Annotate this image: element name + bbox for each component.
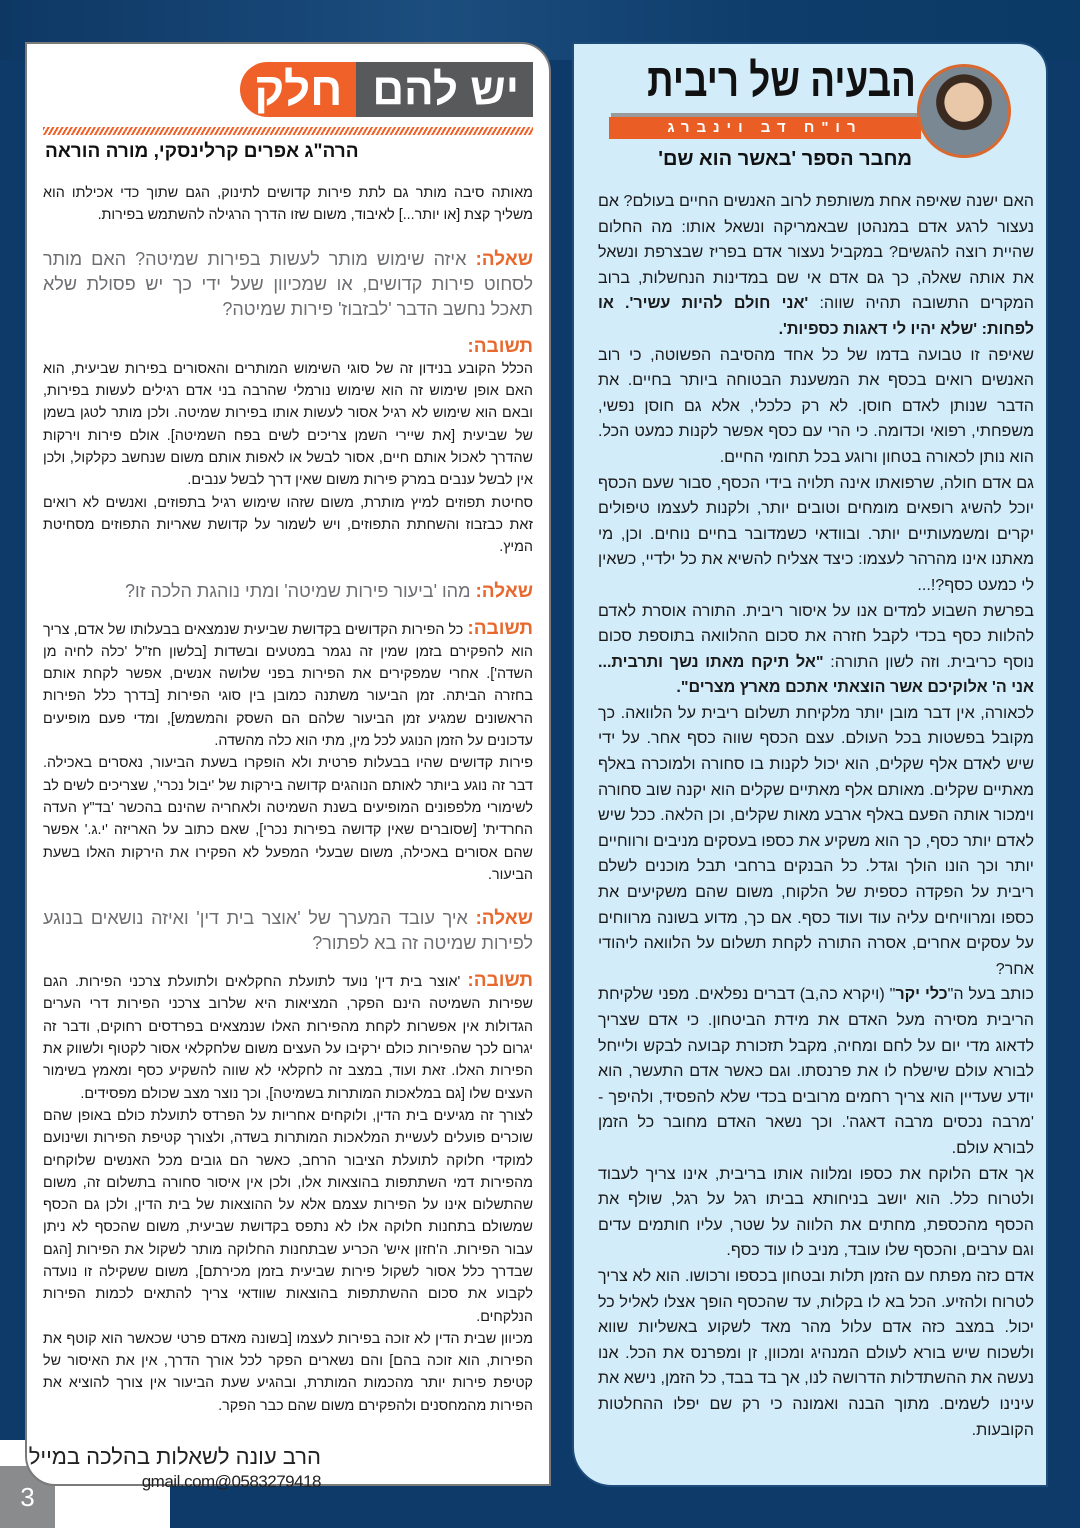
hatched-divider xyxy=(43,127,533,135)
question-1 xyxy=(43,247,533,322)
contact-email[interactable]: gmail.com@0583279418 xyxy=(141,1472,321,1492)
answer-label: תשובה: xyxy=(467,970,533,992)
logo-part-1: יש להם xyxy=(356,62,533,117)
answer-label: תשובה: xyxy=(467,335,533,357)
answer-1 xyxy=(43,336,533,559)
answer-paragraph: סחיטת תפוזים למיץ מותרת, משום שזהו שימוש רגיל בתפוזים, ואנשים לא רואים זאת כבזבוז והשחתת התפוזים, ויש לשמור על קדושת שאריות התפוזים מסחיטת המיץ. xyxy=(43,494,533,556)
answer-paragraph: 'אוצר בית דין' נועד לתועלת החקלאים ולתועלת צרכני הפירות. הגם שפירות השמיטה הינם הפקר, המציאות היא שלרוב צרכני הפירות דרי הערים הגדולות אין אפשרות לקחת מהפירות האלו שנמצאים בפרדסים רחוקים, ודבר זה יגרום לכך שהפירות כולם ירקיבו על העצים משום שלחקלאי אסור לקטוף ולשווק את הפירות האלו. זאת ועוד, במצב זה לחקלאי לא שווה להשקיע כסף ומאמץ בשימור העצים שלו [גם במלאכות המותרות בשמיטה], וכך נוצר מצב שכולם מפסידים. xyxy=(43,974,533,1102)
article-paragraph xyxy=(598,982,1034,1161)
article-paragraph: שאיפה זו טבועה בדמו של כל אחד מהסיבה הפשוטה, כי רוב האנשים רואים בכסף את המשענת הבטוחה ביותר בחיים. את הדבר שנותן לאדם חוסן. לא רק כלכלי, אלא גם חוסן נפשי, משפחתי, רפואי וכדומה. כי הרי עם כסף אפשר לקנות כמעט הכל. הוא נותן לכאורה בטחון ורוגע בכל תחומי החיים. xyxy=(598,345,1034,466)
source-bold: כלי יקר xyxy=(895,985,948,1004)
question-label: שאלה: xyxy=(475,908,533,930)
answer-paragraph: לצורך זה מגיעים בית הדין, ולוקחים אחריות על הפרדס לתועלת כולם באופן שהם שוכרים פועלים לעשיית המלאכות המותרות בשדה, ולצורך קטיפת הפירות ושינועם למוקדי חלוקה לתועלת הציבור הרחב, כאשר הם גובים מכל האנשים שלוקחים מהפירות דמי השתתפות בהוצאות אלו, ולכן אין איסור סחורה בתשלום זה, משום שהתשלום אינו על הפירות עצמם אלא על ההוצאות של בית הדין, ולכן גם הכסף שמשולם בתחנות חלוקה אלו לא נתפס בקדושת שביעית, משום שהכסף לא ניתן עבור הפירות. ה'חזון איש' הכריע שבתחנות החלוקה מותר לשקול את הפירות [הגם שבדרך כלל אסור לשקול פירות שביעית בזמן מכירתם], משום ששקילה זו נועדה לקבוע את סכום ההשתתפות בהוצאות שוודאי צריך להתאים לכמות הפירות הנלקחים. xyxy=(43,1107,533,1325)
author-subtitle: מחבר הספר 'באשר הוא שם' xyxy=(658,148,912,170)
answer-3 xyxy=(43,970,533,1417)
answer-paragraph: מכיוון שבית הדין לא זוכה בפירות לעצמו [בשונה מאדם פרטי שכאשר הוא קוטף את הפירות, הוא זוכה בהם] והם נשארים הפקר לכל אורך הדרך, אין את האיסור של קטיפת פירות יותר מהכמות המותרת, ובהגיע שעת הביעור אין צורך להוציא את הפירות מהמחסנים ולהפקירם משום שהם כבר הפקר. xyxy=(43,1330,533,1414)
contact-title: הרב עונה לשאלות בהלכה במייל xyxy=(28,1444,321,1470)
question-text: איזה שימוש מותר לעשות בפירות שמיטה? האם מותר לסחוט פירות קדושים, או שמכיוון שעל ידי כך יש פסולת שלא תאכל נחשב הדבר 'לבזבוז' פירות שמיטה? xyxy=(43,248,533,319)
halacha-qa-column xyxy=(25,42,551,1492)
paragraph-text: כותב בעל ה" xyxy=(947,985,1035,1004)
article-paragraph: גם אדם חולה, שרפואתו אינה תלויה בידי הכסף, סבור שעם הכסף יוכל להשיג רופאים מומחים וטובים יותר, ולקנות לעצמו טיפולים יקרים ומשמעותיים יותר. ובוודאי כשמדובר בחיים נוחים. וכן, מי מאתנו אינו מהרהר לעצמו: כיצד אצליח להשיא את כל ילדיי, כשאין לי כמעט כסף?!... xyxy=(598,473,1034,594)
qa-content xyxy=(28,182,533,1493)
question-3 xyxy=(43,906,533,956)
article-paragraph xyxy=(598,189,1034,343)
interest-article-column xyxy=(572,42,1048,1487)
article-paragraph xyxy=(598,599,1034,701)
quote-bold: "אל תיקח מאתו נשך ותרבית... אני ה' אלוקיכם אשר הוצאתי אתכם מארץ מצרים". xyxy=(598,652,1034,697)
author-photo xyxy=(917,64,1011,158)
column-logo xyxy=(240,62,533,117)
question-2 xyxy=(43,579,533,604)
answer-paragraph: כל הפירות הקדושים בקדושת שביעית שנמצאים בבעלותו של אדם, צריך הוא להפקירם בזמן שמין זה נגמר במטעים ובשדות [בלשון חז"ל 'כלה לחיה מן השדה']. אחרי שמפקירים את הפירות בפני שלושה אנשים, אפשר לקחת אותם בחזרה הביתה. זמן הביעור משתנה כמובן בין סוגי הפירות [בדרך כלל הפירות הראשונים שמגיע זמן הביעור שלהם הם השסק והמשמש], ומדי פעם מופיעים עדכונים על הזמן הנוגע לכל מין, מתי הוא כלה מהשדה. xyxy=(43,621,533,750)
logo-part-2: חלק xyxy=(240,62,356,117)
column-author: הרה"ג אפרים קרלינסקי, מורה הוראה xyxy=(45,141,359,162)
article-body xyxy=(598,189,1034,1443)
article-paragraph: לכאורה, אין דבר מובן יותר מלקיחת תשלום ריבית על הלוואה. כך מקובל בפשטות בכל העולם. עצם הכסף שווה כסף אחר. על ידי שיש לאדם אלף שקלים, הוא יכול לקנות בו סחורה ולמוכרה באלף מאתיים שקלים. מאותם אלף מאתיים שקלים הוא יקנה שוב סחורה וימכור אותה הפעם באלף ארבע מאות שקלים, וכן הלאה. ככל שיש לאדם יותר כסף, כך הוא משקיע את כספו בעסקים מניבים ורווחיים יותר וכך הונו הולך וגדל. כל הבנקים ברחבי תבל מוכנים לשלם ריבית על הפקדה כספית של הלקוח, משום שהם משקיעים את כספו ומרוויחים עליה עוד ועוד כסף. אם כך, מדוע בשונה מרווחים על עסקים אחרים, אסרה התורה לקחת תשלום על הלוואה ליהודי אחר? xyxy=(598,703,1034,978)
page-number: 3 xyxy=(0,1466,55,1528)
question-text: מהו 'ביעור פירות שמיטה' ומתי נוהגת הלכה זו? xyxy=(124,580,471,601)
paragraph-text: " (ויקרא כה,ב) דברים נפלאים. מפני שלקיחת הריבית מסירה מעל האדם את מידת הביטחון. כי אדם שצריך לדאוג מדי יום על לחם ומחיה, מקבל תזכורת קבועה לבקש ולייחל לבורא עולם שישלח לו את פרנסתו. וגם כאשר אדם התעשר, הוא יודע שעדיין הוא צריך רחמים מרובים בכדי שלא להפסיד, ולהיפך - 'מרבה נכסים מרבה דאגה'. וכך נשאר האדם מחובר כל הזמן לבורא עולם. xyxy=(598,985,1034,1157)
answer-paragraph: פירות קדושים שהיו בבעלות פרטית ולא הופקרו בשעת הביעור, נאסרים באכילה. דבר זה נוגע ביותר לאותם הנוהגים קדושה בירקות של 'יבול נכרי', שצריכים לשים לב לשימורי מלפפונים המופיעים בשנת השמיטה ולאחריה שהינם בהכשר 'בד"ץ העדה החרדית' [שסוברים שאין קדושה בפירות נכרי], שאם כתוב על האריזה 'י.ג.' אפשר שהם אסורים באכילה, משום שבעלי המפעל לא הפקירו את הירקות האלו בשעת הביעור. xyxy=(43,755,533,883)
answer-2 xyxy=(43,618,533,887)
article-paragraph: אך אדם הלוקח את כספו ומלווה אותו בריבית, אינו צריך לעבוד ולטרוח כלל. הוא יושב בניחותא בביתו רגל על רגל, שולף את הכסף מהכספת, מחתים את הלווה על שטר, עליו חותמים עדים וגם ערבים, והכסף שלו עובד, מניב לו עוד כסף. xyxy=(598,1164,1034,1260)
author-bar: רו"ח דב וינברג xyxy=(609,117,921,139)
question-text: איך עובד המערך של 'אוצר בית דין' ואיזה נושאים בנוגע לפירות שמיטה זה בא לפתור? xyxy=(43,908,533,954)
article-title: הבעיה של ריבית xyxy=(647,54,916,106)
contact-footer xyxy=(28,1443,533,1493)
article-paragraph: אדם כזה מפתח עם הזמן תלות ובטחון בכספו ורכושו. הוא לא צריך לטרוח ולהזיע. הכל בא לו בקלות, עד שהכסף הופך אצלו לאליל כל יכול. במצב כזה אדם עלול מהר מאד לשקוע באשליות שווא ולשכוח שיש בורא לעולם המנהיג ומכוון, זן ומפרנס את הכל. אנו נעשה את ההשתדלות הדרושה לנו, אך בד בבד, כל הזמן, נישא את עינינו לשמים. מתוך הבנה ואמונה כי רק שם יפלו ההחלטות הקובעות. xyxy=(598,1266,1034,1439)
intro-paragraph: מאותה סיבה מותר גם לתת פירות קדושים לתינוק, הגם שתוך כדי אכילתו הוא משליך קצת [או יותר...] לאיבוד, משום שזו הדרך הרגילה להשתמש בפירות. xyxy=(43,185,533,224)
question-label: שאלה: xyxy=(475,248,533,270)
paragraph-text: האם ישנה שאיפה אחת משותפת לרוב האנשים החיים בעולם? אם נעצור לרגע אדם במנהטן שבאמריקה ונשאל אותו: מה החלום שהיית רוצה להגשים? במקביל נעצור אדם בפריז שבצרפת ונשאל את אותה שאלה, כך גם אדם אי שם במדינות הנחשלות, ברוב המקרים התשובה תהיה שווה: xyxy=(598,192,1034,313)
answer-paragraph: הכלל הקובע בנידון זה של סוגי השימוש המותרים והאסורים בפירות שביעית, הוא האם אופן שימוש זה הוא שימוש נורמלי שהרבה בני אדם רגילים לעשות בפירות, ובאם הוא שימוש לא רגיל אסור לעשות אותו בפירות שמיטה. ולכן מותר לטגן בשמן של שביעית [את שיירי השמן צריכים לשים בפח השמיטה]. אולם פירות וירקות שהדרך לאכול אותם חיים, אסור לבשל או לאפות אותם משום שנחשב כקלקול, ולכן אין לבשל ענבים במרק פירות משום שאין דרך לבשל ענבים. xyxy=(43,360,533,489)
question-label: שאלה: xyxy=(475,580,533,602)
intro-text xyxy=(43,182,533,227)
quote-bold: 'אני חולם להיות עשיר'. או לפחות: 'שלא יהיו לי דאגות כספיות'. xyxy=(598,294,1034,338)
paragraph-text: בפרשת השבוע למדים אנו על איסור ריבית. התורה אוסרת לאדם להלוות כסף בכדי לקבל חזרה את סכום ההלוואה בתוספת סכום נוסף כריבית. וזה לשון התורה: xyxy=(598,601,1035,671)
answer-label: תשובה: xyxy=(467,617,533,639)
